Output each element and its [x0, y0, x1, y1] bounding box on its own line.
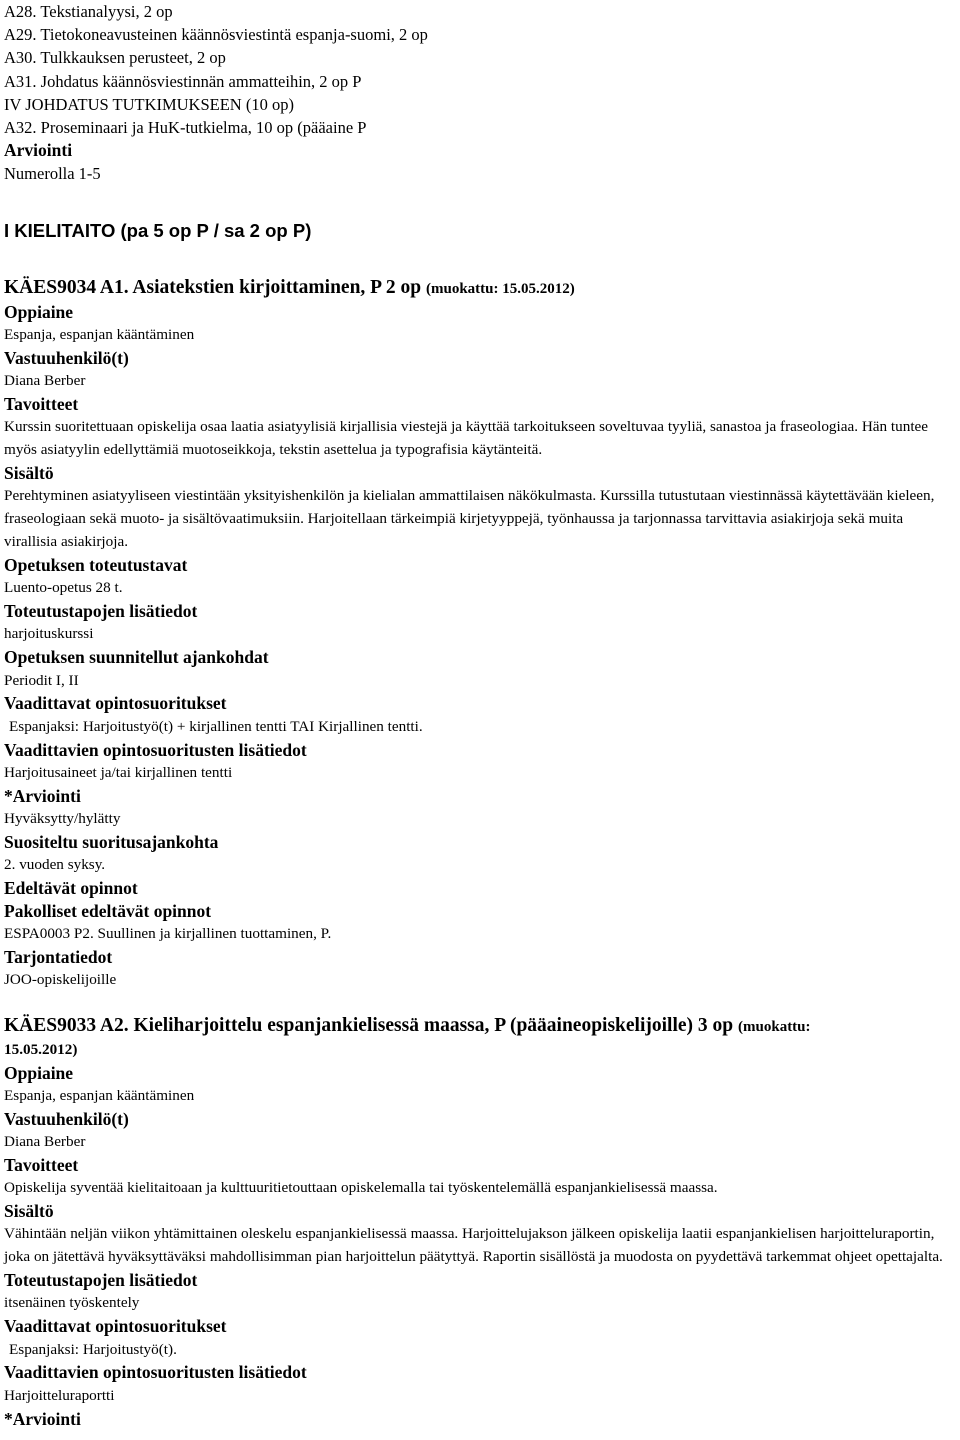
field-label: Toteutustapojen lisätiedot	[4, 1270, 198, 1291]
field-label: Vaadittavien opintosuoritusten lisätiedot	[4, 739, 307, 760]
field-label: Pakolliset edeltävät opinnot	[4, 901, 212, 922]
list-item: A31. Johdatus käännösviestinnän ammatteihin, 2 op P	[4, 71, 362, 91]
field-label: Vastuuhenkilö(t)	[4, 1109, 129, 1130]
grading-value: Numerolla 1-5	[4, 164, 101, 184]
section-title: I KIELITAITO (pa 5 op P / sa 2 op P)	[4, 220, 312, 241]
field-value: Diana Berber	[4, 1133, 86, 1151]
course-block	[4, 1014, 954, 1431]
course-title-text: KÄES9034 A1. Asiatekstien kirjoittaminen, P 2 op	[4, 277, 422, 298]
course-title	[4, 276, 954, 301]
course-block	[4, 276, 954, 992]
course-title-note: (muokattu:	[738, 1019, 811, 1035]
field-value: Espanja, espanjan kääntäminen	[4, 1087, 195, 1105]
field-label: *Arviointi	[4, 1408, 81, 1429]
field-value: Vähintään neljän viikon yhtämittainen oleskelu espanjankielisessä maassa. Harjoittelujakson jälkeen opiskelija laatii espanjankielisen harjoitteluraportin, joka on jätettävä hyväksyttäväksi mahdollisimman pian harjoittelun päätyttyä. Raportin sisällöstä ja muodosta on pyydettävä tarkemmat ohjeet opettajalta.	[4, 1225, 943, 1266]
top-list	[4, 0, 428, 186]
field-value: Diana Berber	[4, 372, 86, 390]
field-label: Oppiaine	[4, 1062, 74, 1083]
list-item: A28. Tekstianalyysi, 2 op	[4, 2, 173, 21]
field-value: itsenäinen työskentely	[4, 1294, 140, 1312]
field-label: Edeltävät opinnot	[4, 877, 138, 898]
field-label: Tavoitteet	[4, 394, 79, 415]
field-label: Tarjontatiedot	[4, 947, 113, 968]
list-item: A29. Tietokoneavusteinen käännösviestintä espanja-suomi, 2 op	[4, 25, 428, 45]
field-value: JOO-opiskelijoille	[4, 971, 117, 989]
field-label: Opetuksen toteutustavat	[4, 555, 188, 576]
course-title-text: KÄES9033 A2. Kieliharjoittelu espanjankielisessä maassa, P (pääaineopiskelijoille) 3 op	[4, 1015, 734, 1036]
course-title-note: (muokattu: 15.05.2012)	[426, 281, 575, 297]
field-label: Sisältö	[4, 463, 54, 484]
field-label: Sisältö	[4, 1201, 54, 1222]
field-label: Vaadittavien opintosuoritusten lisätiedot	[4, 1362, 307, 1383]
field-value: Harjoitteluraportti	[4, 1386, 115, 1404]
grading-heading: Arviointi	[4, 140, 73, 161]
course-title	[4, 1014, 954, 1039]
field-value: Luento-opetus 28 t.	[4, 579, 123, 597]
field-value: 2. vuoden syksy.	[4, 856, 106, 874]
list-item: A32. Proseminaari ja HuK-tutkielma, 10 op (pääaine P	[4, 118, 367, 138]
field-label: Suositeltu suoritusajankohta	[4, 831, 219, 852]
field-label: Tavoitteet	[4, 1155, 79, 1176]
field-label: Oppiaine	[4, 302, 74, 322]
field-value: harjoituskurssi	[4, 625, 94, 643]
field-label: Vaadittavat opintosuoritukset	[4, 1316, 227, 1337]
field-label: Toteutustapojen lisätiedot	[4, 601, 198, 622]
list-item: IV JOHDATUS TUTKIMUKSEEN (10 op)	[4, 94, 294, 114]
list-item: A30. Tulkkauksen perusteet, 2 op	[4, 48, 226, 68]
field-value: Espanjaksi: Harjoitustyö(t).	[9, 1340, 177, 1358]
field-label: Opetuksen suunnitellut ajankohdat	[4, 647, 269, 668]
field-value: Espanjaksi: Harjoitustyö(t) + kirjallinen tentti TAI Kirjallinen tentti.	[9, 717, 423, 735]
field-value: Periodit I, II	[4, 671, 79, 689]
field-value: Harjoitusaineet ja/tai kirjallinen tentti	[4, 763, 233, 781]
field-label: Vaadittavat opintosuoritukset	[4, 693, 227, 714]
field-value: Kurssin suoritettuaan opiskelija osaa laatia asiatyylisiä kirjallisia viestejä ja käyttää tarkoitukseen soveltuvaa tyyliä, sanastoa ja fraseologiaa. Hän tuntee myös asiatyylin edellyttämiä muotoseikkoja, tekstin asettelua ja typografisia käytänteitä.	[4, 418, 929, 459]
field-value: Perehtyminen asiatyyliseen viestintään yksityishenkilön ja kielialan ammattilaisen näkökulmasta. Kurssilla tutustutaan viestinnässä käytettävään kieleen, fraseologiaan sekä muoto- ja sisältövaatimuksiin. Harjoitellaan tärkeimpiä kirjetyyppejä, työnhaussa ja tarjonnassa tarvittavia asiakirjoja sekä muita virallisia asiakirjoja.	[4, 487, 935, 551]
field-label: Vastuuhenkilö(t)	[4, 348, 129, 369]
field-value: Hyväksytty/hylätty	[4, 809, 121, 827]
field-value: Opiskelija syventää kielitaitoaan ja kulttuuritietouttaan opiskelemalla tai työskentelemällä espanjankielisessä maassa.	[4, 1179, 718, 1197]
field-label: *Arviointi	[4, 785, 81, 806]
course-title-continuation: 15.05.2012)	[4, 1041, 78, 1058]
field-value: Espanja, espanjan kääntäminen	[4, 326, 195, 344]
field-value: ESPA0003 P2. Suullinen ja kirjallinen tuottaminen, P.	[4, 925, 332, 943]
